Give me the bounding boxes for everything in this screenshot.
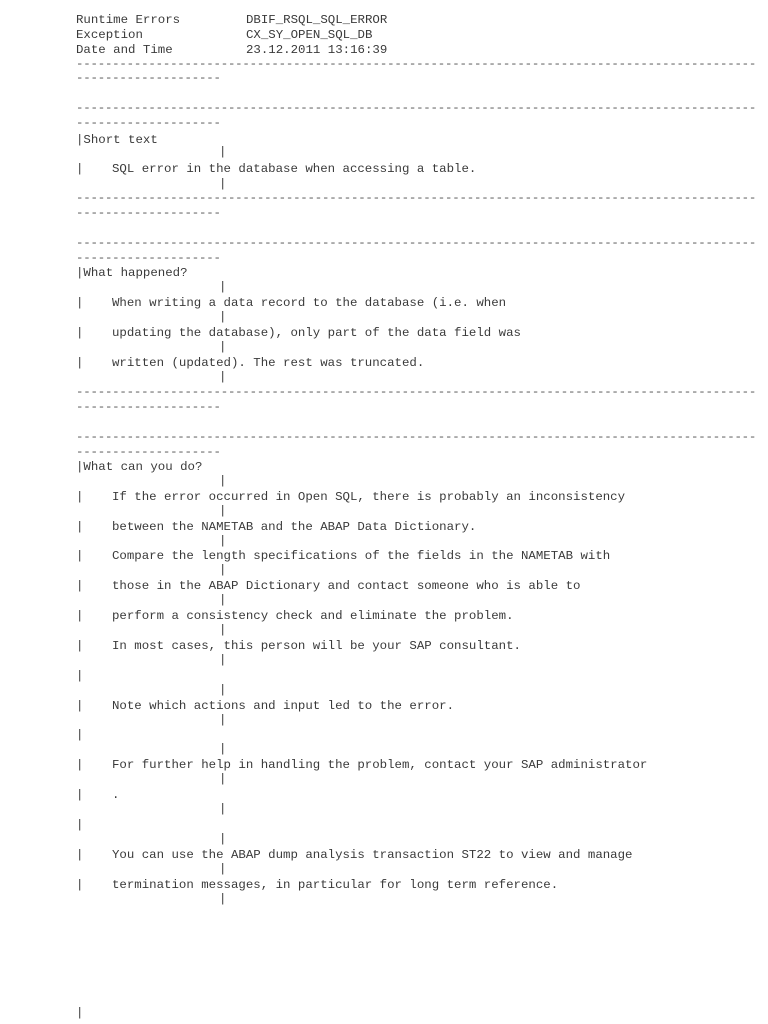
pipe-marker: | — [219, 474, 227, 488]
pipe-marker: | — [76, 162, 84, 176]
separator-line: ---------------------------------------------------------------------------------------------- — [76, 385, 757, 399]
what-can-you-do-line: those in the ABAP Dictionary and contact someone who is able to — [112, 579, 581, 593]
pipe-marker: | — [219, 862, 227, 876]
pipe-marker: | — [76, 728, 84, 742]
trailing-dot: . — [112, 788, 120, 802]
what-can-you-do-line: termination messages, in particular for long term reference. — [112, 878, 559, 892]
header-value-runtime-errors: DBIF_RSQL_SQL_ERROR — [246, 13, 388, 27]
what-can-you-do-line: Compare the length specifications of the fields in the NAMETAB with — [112, 549, 611, 563]
separator-line: -------------------- — [76, 206, 221, 220]
separator-line: ---------------------------------------------------------------------------------------------- — [76, 236, 757, 250]
what-can-you-do-line: You can use the ABAP dump analysis transaction ST22 to view and manage — [112, 848, 633, 862]
separator-line: ---------------------------------------------------------------------------------------------- — [76, 191, 757, 205]
pipe-marker: | — [76, 758, 84, 772]
what-can-you-do-line: In most cases, this person will be your SAP consultant. — [112, 639, 521, 653]
what-happened-line: When writing a data record to the database (i.e. when — [112, 296, 507, 310]
separator-line: ---------------------------------------------------------------------------------------------- — [76, 57, 757, 71]
pipe-marker: | — [76, 639, 84, 653]
section-title-what-can-you-do: |What can you do? — [76, 460, 203, 474]
what-can-you-do-line: For further help in handling the problem, contact your SAP administrator — [112, 758, 648, 772]
pipe-marker: | — [76, 579, 84, 593]
header-label-runtime-errors: Runtime Errors — [76, 13, 181, 27]
pipe-marker: | — [219, 623, 227, 637]
pipe-marker: | — [219, 504, 227, 518]
pipe-marker: | — [219, 832, 227, 846]
pipe-marker: | — [76, 699, 84, 713]
short-text-line: SQL error in the database when accessing a table. — [112, 162, 477, 176]
header-label-exception: Exception — [76, 28, 143, 42]
pipe-marker: | — [76, 848, 84, 862]
pipe-marker: | — [219, 593, 227, 607]
separator-line: -------------------- — [76, 116, 221, 130]
pipe-marker: | — [76, 326, 84, 340]
header-value-date-time: 23.12.2011 13:16:39 — [246, 43, 388, 57]
pipe-marker: | — [76, 878, 84, 892]
pipe-marker: | — [76, 788, 84, 802]
pipe-marker: | — [219, 145, 227, 159]
separator-line: -------------------- — [76, 251, 221, 265]
pipe-marker: | — [219, 340, 227, 354]
pipe-marker: | — [219, 742, 227, 756]
pipe-marker: | — [76, 356, 84, 370]
pipe-marker: | — [219, 370, 227, 384]
pipe-marker: | — [76, 520, 84, 534]
pipe-marker: | — [219, 534, 227, 548]
pipe-marker: | — [219, 683, 227, 697]
separator-line: -------------------- — [76, 71, 221, 85]
pipe-marker: | — [219, 653, 227, 667]
pipe-marker: | — [76, 549, 84, 563]
what-happened-line: written (updated). The rest was truncated. — [112, 356, 425, 370]
what-can-you-do-line: Note which actions and input led to the error. — [112, 699, 455, 713]
pipe-marker: | — [76, 296, 84, 310]
pipe-marker: | — [76, 609, 84, 623]
pipe-marker: | — [219, 310, 227, 324]
pipe-marker: | — [219, 177, 227, 191]
what-can-you-do-line: If the error occurred in Open SQL, there is probably an inconsistency — [112, 490, 626, 504]
pipe-marker: | — [76, 818, 84, 832]
pipe-marker: | — [76, 490, 84, 504]
header-label-date-time: Date and Time — [76, 43, 173, 57]
what-can-you-do-line: between the NAMETAB and the ABAP Data Dictionary. — [112, 520, 477, 534]
pipe-marker: | — [219, 772, 227, 786]
pipe-marker: | — [219, 280, 227, 294]
separator-line: ---------------------------------------------------------------------------------------------- — [76, 101, 757, 115]
separator-line: ---------------------------------------------------------------------------------------------- — [76, 430, 757, 444]
section-title-what-happened: |What happened? — [76, 266, 188, 280]
pipe-marker: | — [219, 802, 227, 816]
separator-line: -------------------- — [76, 400, 221, 414]
section-title-short-text: |Short text — [76, 133, 158, 147]
pipe-marker: | — [219, 713, 227, 727]
what-happened-line: updating the database), only part of the data field was — [112, 326, 521, 340]
what-can-you-do-line: perform a consistency check and eliminate the problem. — [112, 609, 514, 623]
separator-line: -------------------- — [76, 445, 221, 459]
pipe-marker: | — [76, 669, 84, 683]
header-value-exception: CX_SY_OPEN_SQL_DB — [246, 28, 373, 42]
pipe-marker: | — [76, 1006, 84, 1020]
pipe-marker: | — [219, 563, 227, 577]
pipe-marker: | — [219, 892, 227, 906]
